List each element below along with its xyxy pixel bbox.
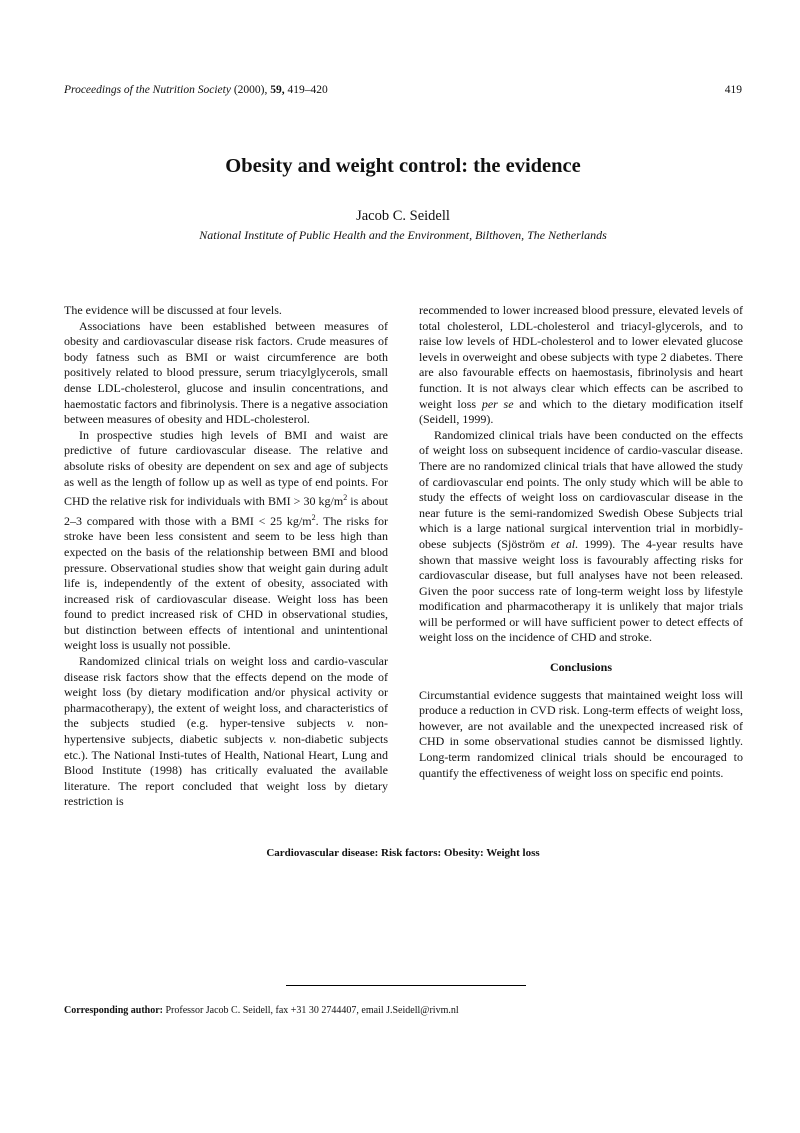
- paragraph: Randomized clinical trials have been conducted on the effects of weight loss on subsequent incidence of cardio-vascular disease. There are no randomized clinical trials that have allowed the study of cardiovascular end points. The only study which will be able to study the effects of weight loss on cardiovascular disease in the near future is the semi-randomized Swedish Obese Subjects trial which is a large national surgical intervention trial in morbidly-obese subjects (Sjöström et al. 1999). The 4-year results have shown that massive weight loss is favourably affecting risks for cardiovascular disease, but full analyses have not been released. Given the poor success rate of long-term weight loss by lifestyle modification and pharmacotherapy it is unlikely that major trials will be performed or will have sufficient power to detect effects of weight loss on the incidence of CHD and stroke.: [419, 427, 744, 645]
- right-column: [419, 303, 743, 781]
- paragraph: recommended to lower increased blood pressure, elevated levels of total cholesterol, LDL-cholesterol and triacyl-glycerols, and to raise low levels of HDL-cholesterol and to lower elevated glucose levels in overweight and obese subjects with type 2 diabetes. There are also favourable effects on haemostasis, fibrinolysis and heart function. It is not always clear which effects can be ascribed to weight loss per se and which to the dietary modification itself (Seidell, 1999).: [419, 303, 743, 427]
- paragraph: Associations have been established between measures of obesity and cardiovascular disease risk factors. Crude measures of body fatness such as BMI or waist circumference are both positively related to blood pressure, serum triacylglycerols, small dense LDL-cholesterol, glucose and insulin concentrations, and haemostatic factors and fibrinolysis. There is a negative association between measures of obesity and HDL-cholesterol.: [64, 318, 389, 427]
- footnote-text: Professor Jacob C. Seidell, fax +31 30 2744407, email J.Seidell@rivm.nl: [165, 1005, 459, 1016]
- journal-name: Proceedings of the Nutrition Society: [64, 84, 231, 96]
- left-column: [64, 303, 388, 810]
- journal-pages: 419–420: [287, 84, 328, 96]
- author-name: Jacob C. Seidell: [356, 208, 450, 224]
- paragraph: The evidence will be discussed at four levels.: [64, 303, 282, 317]
- keywords: Cardiovascular disease: Risk factors: Obesity: Weight loss: [266, 847, 540, 859]
- journal-year: (2000),: [233, 84, 268, 96]
- paragraph: Randomized clinical trials on weight loss and cardio-vascular disease risk factors show that the effects depend on the mode of weight loss (by dietary modification and/or physical activity or pharmacotherapy), the extent of weight loss, and characteristics of the subjects studied (e.g. hyper-tensive subjects v. non-hypertensive subjects, diabetic subjects v. non-diabetic subjects etc.). The National Insti-tutes of Health, National Heart, Lung and Blood Institute (1998) has critically evaluated the available literature. The report concluded that weight loss by dietary restriction is: [64, 654, 388, 809]
- paragraph: In prospective studies high levels of BMI and waist are predictive of future cardiovascular disease. The relative and absolute risks of obesity are dependent on sex and age of subjects as well as the length of follow up as well as type of end points. For CHD the relative risk for individuals with BMI > 30 $kg/m^2$ is about 2–3 compared with those with a BMI < 25 $kg/m^2$. The risks for stroke have been less consistent and seem to be less high than expected on the basis of the relationship between BMI and blood pressure. Observational studies show that weight gain during adult life is, independently of the extent of obesity, associated with increased risk of cardiovascular disease. Weight loss has been found to predict increased risk of CHD in observational studies, but distinction between effects of intentional and unintentional weight loss is usually not possible.: [64, 427, 388, 653]
- corresponding-author-footnote: [64, 1005, 459, 1016]
- running-head: [64, 84, 742, 96]
- section-heading-conclusions: Conclusions: [549, 660, 613, 675]
- author-affiliation: National Institute of Public Health and the Environment, Bilthoven, The Netherlands: [199, 228, 607, 242]
- journal-volume: 59,: [270, 84, 285, 96]
- page-number: 419: [724, 84, 742, 96]
- paragraph: Circumstantial evidence suggests that maintained weight loss will produce a reduction in CVD risk. Long-term effects of weight loss, however, are not available and the unexpected increased risk of CHD in some observational studies cannot be dismissed lightly. Long-term randomized clinical trials should be encouraged to quantify the effectiveness of weight loss on specific end points.: [419, 687, 743, 780]
- footnote-label: Corresponding author:: [64, 1005, 163, 1016]
- article-title: Obesity and weight control: the evidence: [225, 155, 581, 177]
- footnote-divider: [286, 985, 526, 986]
